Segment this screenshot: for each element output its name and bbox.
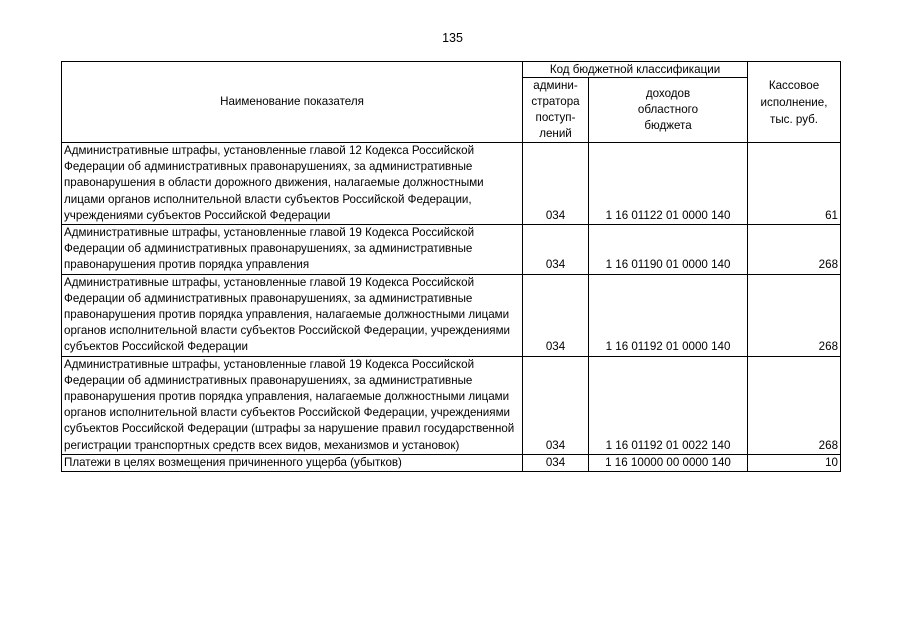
- row-amount: 268: [748, 274, 841, 356]
- row-revenue-code: 1 16 01190 01 0000 140: [589, 225, 748, 275]
- row-administrator-code: 034: [523, 143, 589, 225]
- header-revenue-line: доходов: [645, 87, 691, 100]
- header-revenue-line: областного: [637, 103, 699, 116]
- table-row: [62, 225, 841, 275]
- header-cash-execution-line: тыс. руб.: [770, 112, 819, 126]
- table-row: [62, 143, 841, 225]
- row-amount: 268: [748, 356, 841, 454]
- header-budget-classification-code: Код бюджетной классификации: [523, 62, 748, 78]
- header-administrator-line: лений: [539, 127, 572, 140]
- row-revenue-code: 1 16 01192 01 0000 140: [589, 274, 748, 356]
- row-indicator-name: Административные штрафы, установленные главой 19 Кодекса Российской Федерации об административных правонарушениях, за административные правонарушения против порядка управления, налагаемые должностными лицами органов исполнительной власти субъектов Российской Федерации, учреждениями субъектов Российской Федерации: [62, 274, 523, 356]
- header-revenue-line: бюджета: [644, 119, 692, 132]
- budget-revenue-table: [61, 61, 841, 472]
- row-revenue-code: 1 16 01192 01 0022 140: [589, 356, 748, 454]
- header-cash-execution-line: исполнение,: [760, 95, 828, 109]
- row-revenue-code: 1 16 10000 00 0000 140: [589, 454, 748, 471]
- header-administrator: [523, 78, 589, 143]
- header-administrator-line: поступ-: [535, 111, 576, 124]
- row-indicator-name: Платежи в целях возмещения причиненного ущерба (убытков): [62, 454, 523, 471]
- row-administrator-code: 034: [523, 454, 589, 471]
- header-administrator-line: стратора: [531, 95, 580, 108]
- table-row: [62, 274, 841, 356]
- table-row: [62, 454, 841, 471]
- row-indicator-name: Административные штрафы, установленные главой 12 Кодекса Российской Федерации об административных правонарушениях, за административные правонарушения в области дорожного движения, налагаемые должностными лицами органов исполнительной власти субъектов Российской Федерации, учреждениями субъектов Российской Федерации: [62, 143, 523, 225]
- page-number: 135: [442, 31, 463, 45]
- header-regional-budget-revenue: [589, 78, 748, 143]
- row-amount: 10: [748, 454, 841, 471]
- table-header-row: [62, 62, 841, 78]
- table-row: [62, 356, 841, 454]
- row-administrator-code: 034: [523, 225, 589, 275]
- header-administrator-line: админи-: [533, 79, 578, 92]
- header-cash-execution: [748, 62, 841, 143]
- row-indicator-name: Административные штрафы, установленные главой 19 Кодекса Российской Федерации об административных правонарушениях, за административные правонарушения против порядка управления, налагаемые должностными лицами органов исполнительной власти субъектов Российской Федерации, учреждениями субъектов Российской Федерации (штрафы за нарушение правил государственной регистрации транспортных средств всех видов, механизмов и установок): [62, 356, 523, 454]
- row-indicator-name: Административные штрафы, установленные главой 19 Кодекса Российской Федерации об административных правонарушениях, за административные правонарушения против порядка управления: [62, 225, 523, 275]
- row-administrator-code: 034: [523, 356, 589, 454]
- row-administrator-code: 034: [523, 274, 589, 356]
- row-amount: 268: [748, 225, 841, 275]
- header-indicator-name: Наименование показателя: [62, 62, 523, 143]
- row-revenue-code: 1 16 01122 01 0000 140: [589, 143, 748, 225]
- header-cash-execution-line: Кассовое: [768, 78, 820, 92]
- row-amount: 61: [748, 143, 841, 225]
